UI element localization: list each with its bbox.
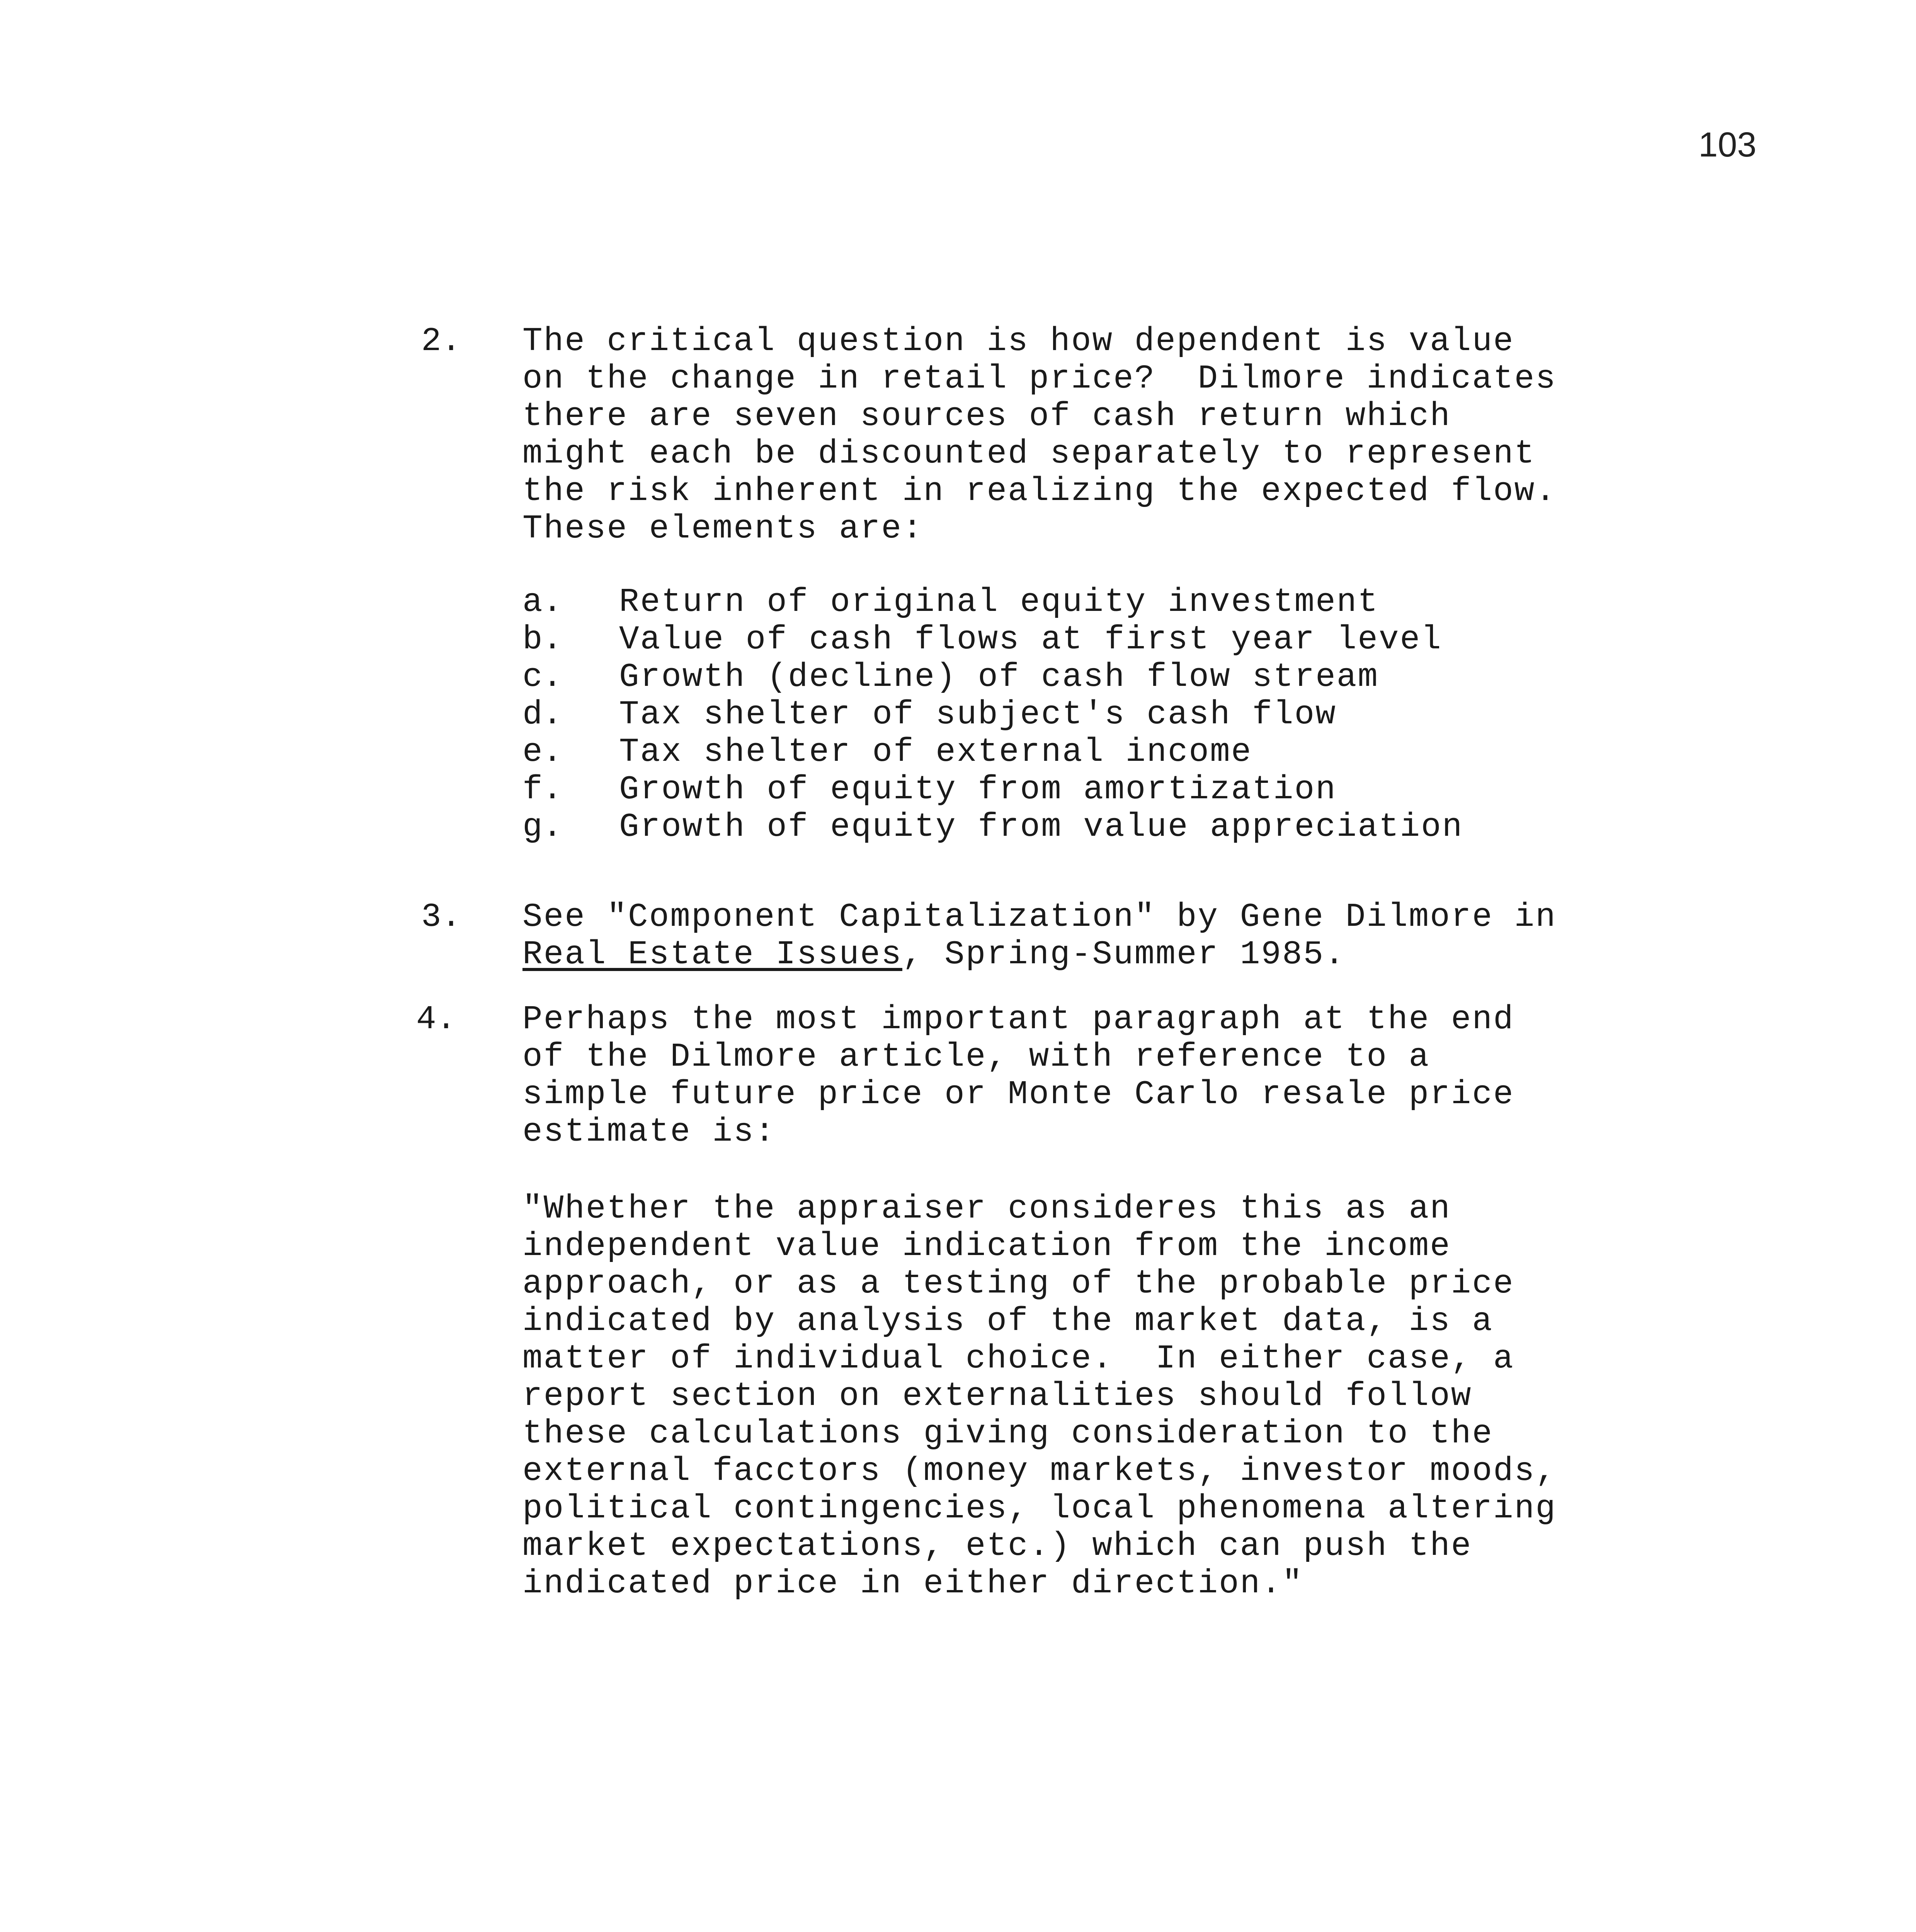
quote-line: indicated by analysis of the market data, is a bbox=[522, 1302, 1493, 1340]
note-2-line: These elements are: bbox=[522, 510, 924, 548]
quote-line: market expectations, etc.) which can push the bbox=[522, 1527, 1472, 1565]
quote-line: approach, or as a testing of the probable price bbox=[522, 1265, 1514, 1303]
quote-line: report section on externalities should follow bbox=[522, 1377, 1472, 1415]
list-item-letter: f. bbox=[522, 770, 563, 808]
note-2-line: the risk inherent in realizing the expected flow. bbox=[522, 472, 1557, 510]
quote-line: political contingencies, local phenomena altering bbox=[522, 1490, 1557, 1527]
quote-line: independent value indication from the income bbox=[522, 1227, 1451, 1265]
note-2-line: might each be discounted separately to represent bbox=[522, 435, 1536, 473]
list-item-text: Growth (decline) of cash flow stream bbox=[619, 658, 1379, 696]
note-4 bbox=[416, 1000, 1836, 1151]
note-4-number: 4. bbox=[416, 1000, 456, 1038]
note-2-line: The critical question is how dependent is value bbox=[522, 322, 1514, 360]
list-item-letter: b. bbox=[522, 621, 563, 658]
list-item-letter: e. bbox=[522, 733, 563, 771]
note-4-line: of the Dilmore article, with reference to a bbox=[522, 1038, 1430, 1076]
quote-line: "Whether the appraiser consideres this as an bbox=[522, 1190, 1451, 1228]
note-3 bbox=[421, 898, 1836, 973]
list-item-letter: g. bbox=[522, 808, 563, 846]
note-3-line bbox=[522, 936, 1836, 973]
note-4-line: simple future price or Monte Carlo resale price bbox=[522, 1075, 1514, 1113]
list-item-text: Tax shelter of subject's cash flow bbox=[619, 696, 1337, 733]
publication-title: Real Estate Issues bbox=[522, 935, 902, 973]
list-item-text: Value of cash flows at first year level bbox=[619, 621, 1442, 658]
note-4-line: estimate is: bbox=[522, 1113, 776, 1151]
note-3-line: See "Component Capitalization" by Gene Dilmore in bbox=[522, 898, 1557, 936]
quote-line: matter of individual choice. In either case, a bbox=[522, 1340, 1514, 1378]
block-quote bbox=[522, 1190, 1557, 1602]
note-2-line: there are seven sources of cash return which bbox=[522, 397, 1451, 435]
note-4-line: Perhaps the most important paragraph at the end bbox=[522, 1000, 1514, 1038]
list-item-text: Growth of equity from value appreciation bbox=[619, 808, 1463, 846]
note-2 bbox=[421, 322, 1836, 548]
note-3-number: 3. bbox=[421, 898, 461, 936]
note-2-number: 2. bbox=[421, 322, 461, 360]
quote-line: these calculations giving consideration to the bbox=[522, 1415, 1493, 1452]
note-2-line: on the change in retail price? Dilmore indicates bbox=[522, 360, 1557, 398]
list-item-text: Growth of equity from amortization bbox=[619, 770, 1337, 808]
quote-line: indicated price in either direction." bbox=[522, 1565, 1303, 1602]
quote-line: external facctors (money markets, investor moods, bbox=[522, 1452, 1557, 1490]
publication-date: , Spring-Summer 1985. bbox=[902, 935, 1346, 973]
page-number: 103 bbox=[1698, 126, 1757, 164]
list-item-text: Return of original equity investment bbox=[619, 583, 1379, 621]
list-item-letter: a. bbox=[522, 583, 563, 621]
list-item-text: Tax shelter of external income bbox=[619, 733, 1252, 771]
list-item-letter: c. bbox=[522, 658, 563, 696]
list-item-letter: d. bbox=[522, 696, 563, 733]
